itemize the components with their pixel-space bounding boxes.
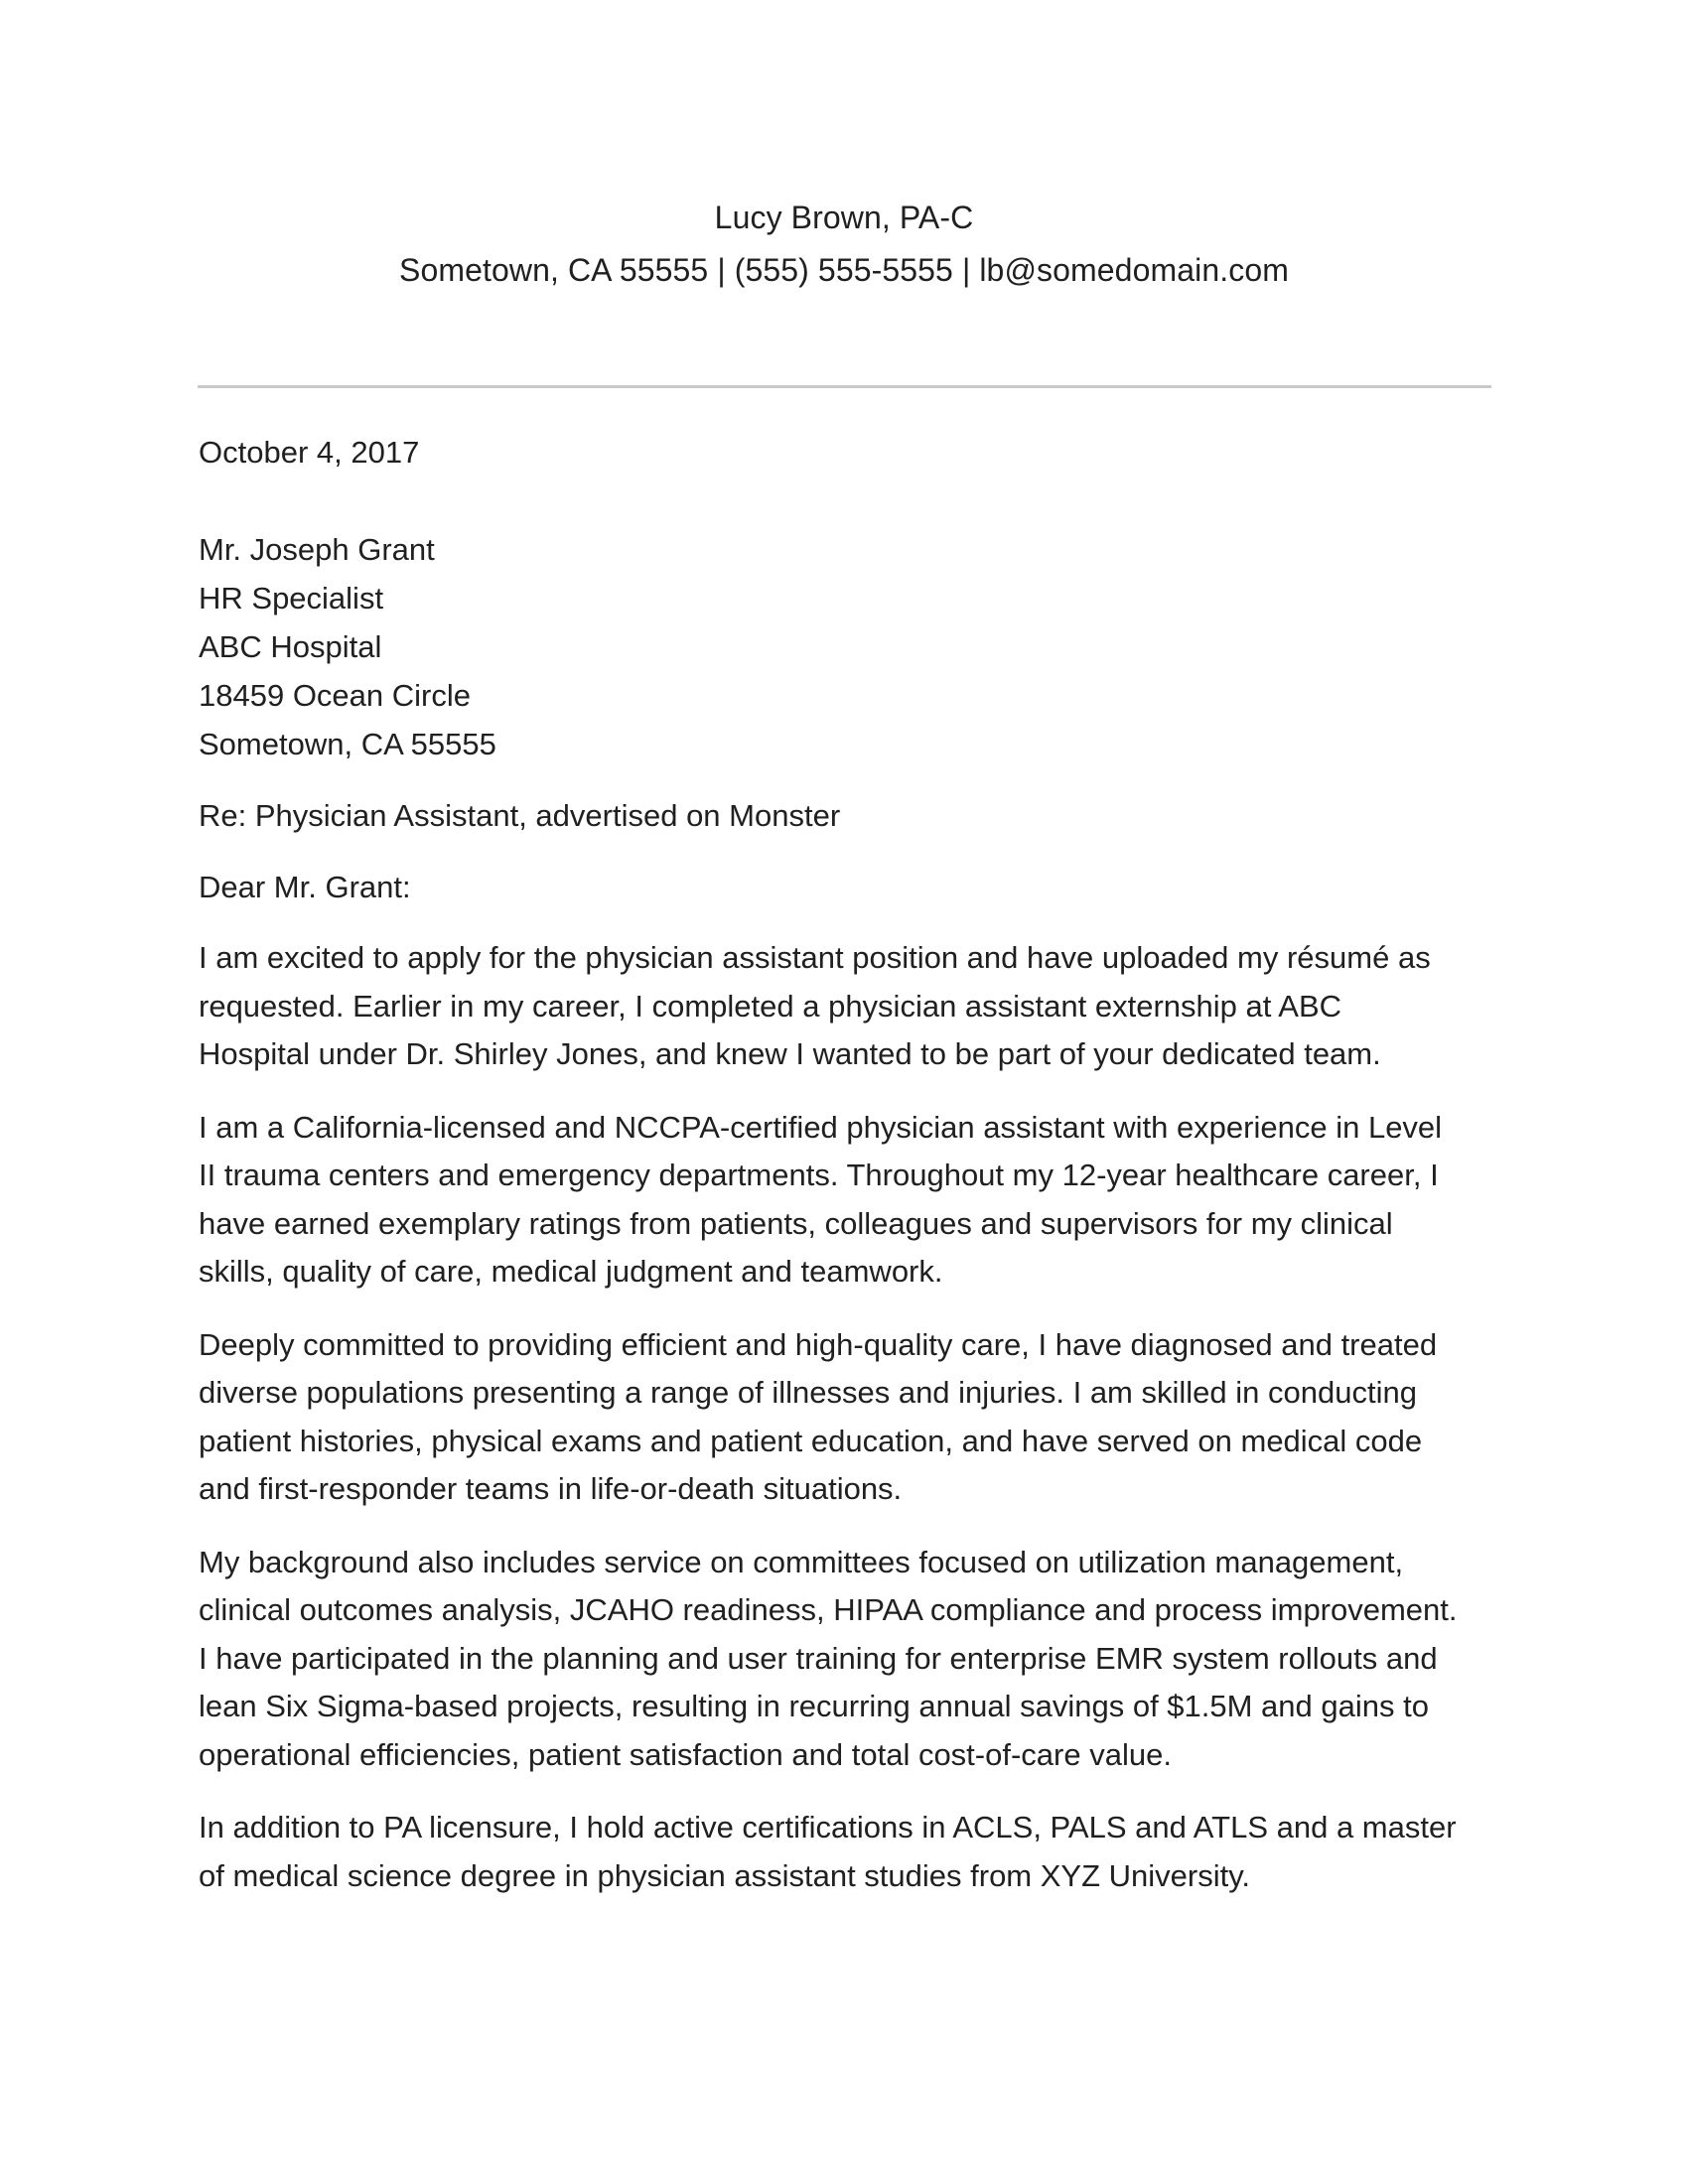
body-paragraph-3: Deeply committed to providing efficient and high-quality care, I have diagnosed and treated diverse populations presenting a range of illnesses and injuries. I am skilled in conducting patient histories, physical exams and patient education, and have served on medical code and first-responder teams in life-or-death situations.: [199, 1326, 1438, 1506]
salutation: Dear Mr. Grant:: [199, 870, 411, 904]
applicant-name: Lucy Brown, PA-C: [714, 200, 974, 235]
body-paragraph-4: My background also includes service on committees focused on utilization management, clinical outcomes analysis, JCAHO readiness, HIPAA compliance and process improvement. I have participated in the planning and user training for enterprise EMR system rollouts and lean Six Sigma-based projects, resulting in recurring annual savings of $1.5M and gains to operational efficiencies, patient satisfaction and total cost-of-care value.: [199, 1544, 1458, 1772]
recipient-street: 18459 Ocean Circle: [199, 678, 471, 713]
recipient-address-block: [199, 525, 1460, 768]
recipient-name: Mr. Joseph Grant: [199, 532, 435, 567]
letter-date: October 4, 2017: [199, 435, 420, 470]
body-paragraph-5: In addition to PA licensure, I hold active certifications in ACLS, PALS and ATLS and a master of medical science degree in physician assistant studies from XYZ University.: [199, 1810, 1457, 1893]
recipient-city-state-zip: Sometown, CA 55555: [199, 727, 496, 761]
recipient-title: HR Specialist: [199, 581, 384, 615]
subject-line: Re: Physician Assistant, advertised on Monster: [199, 798, 841, 833]
applicant-contact-line: Sometown, CA 55555 | (555) 555-5555 | lb@somedomain.com: [399, 252, 1289, 288]
body-paragraph-1: I am excited to apply for the physician assistant position and have uploaded my résumé as requested. Earlier in my career, I completed a physician assistant externship at ABC Hospital under Dr. Shirley Jones, and knew I wanted to be part of your dedicated team.: [199, 940, 1431, 1071]
recipient-company: ABC Hospital: [199, 629, 382, 664]
body-paragraph-2: I am a California-licensed and NCCPA-certified physician assistant with experience in Level II trauma centers and emergency departments. Throughout my 12-year healthcare career, I have earned exemplary ratings from patients, colleagues and supervisors for my clinical skills, quality of care, medical judgment and teamwork.: [199, 1109, 1443, 1289]
letter-body: [0, 388, 1688, 1900]
letterhead: [0, 0, 1688, 293]
